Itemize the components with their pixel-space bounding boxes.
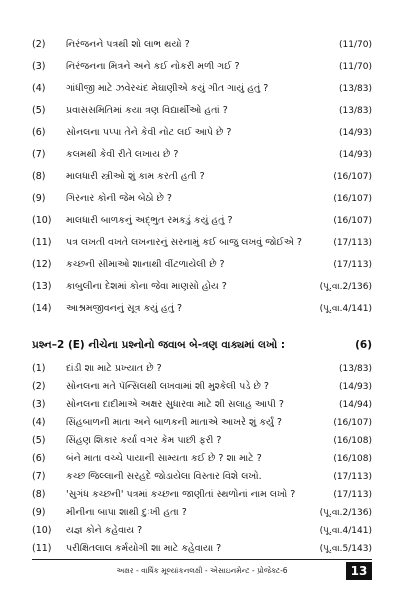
question-row bbox=[32, 300, 372, 318]
question-text: 'સુગંધ કચ્છની' પત્રમાં કચ્છના જાણીતાં સ્થળોનાં નામ લખો ? bbox=[66, 489, 296, 500]
question-row bbox=[32, 36, 372, 54]
question-row bbox=[32, 468, 372, 486]
question-number: (3) bbox=[32, 399, 46, 410]
question-reference: (16/108) bbox=[333, 454, 372, 464]
question-text: માલધારી સ્ત્રીઓ શું કામ કરતી હતી ? bbox=[66, 171, 205, 182]
section-heading-text: પ્રશ્ન–2 (E) નીચેના પ્રશ્નોનો જવાબ બે-ત્રણ વાક્યમાં લખો : bbox=[32, 339, 286, 351]
question-text: કાબુલીના દેશમાં કોના જેવા માણસો હોય ? bbox=[66, 281, 227, 292]
question-number: (6) bbox=[32, 453, 46, 464]
question-row bbox=[32, 486, 372, 504]
question-reference: (17/113) bbox=[333, 490, 372, 500]
question-number: (2) bbox=[32, 39, 46, 50]
question-row bbox=[32, 102, 372, 120]
question-reference: (16/107) bbox=[333, 194, 372, 204]
question-number: (2) bbox=[32, 381, 46, 392]
question-reference: (પૂ.વા.2/136) bbox=[319, 508, 372, 518]
question-number: (9) bbox=[32, 193, 46, 204]
question-row bbox=[32, 414, 372, 432]
question-text: બંને માતા વચ્ચે પાયાની સામ્યતા કઈ છે ? શા માટે ? bbox=[66, 453, 262, 464]
question-row bbox=[32, 522, 372, 540]
question-number: (11) bbox=[32, 543, 52, 554]
question-row bbox=[32, 190, 372, 208]
question-text: આશ્રમજીવનનું સૂત્ર કયું હતું ? bbox=[66, 303, 183, 314]
question-text: પરીક્ષિતલાલ કર્મયોગી શા માટે કહેવાયા ? bbox=[66, 543, 222, 554]
question-reference: (16/107) bbox=[333, 418, 372, 428]
question-number: (10) bbox=[32, 525, 52, 536]
question-number: (8) bbox=[32, 489, 46, 500]
question-reference: (14/93) bbox=[339, 128, 372, 138]
question-number: (4) bbox=[32, 83, 46, 94]
question-row bbox=[32, 146, 372, 164]
question-row bbox=[32, 168, 372, 186]
question-row bbox=[32, 80, 372, 98]
question-number: (14) bbox=[32, 303, 52, 314]
question-number: (4) bbox=[32, 417, 46, 428]
question-reference: (14/94) bbox=[339, 400, 372, 410]
section-heading bbox=[32, 336, 372, 354]
question-text: સોનલના મતે પૅન્સિલથી લખવામાં શી મુશ્કેલી પડે છે ? bbox=[66, 381, 269, 392]
question-text: ગાંધીજી માટે ઝવેરચંદ મેઘાણીએ કયું ગીત ગાયું હતું ? bbox=[66, 83, 269, 94]
question-number: (10) bbox=[32, 215, 52, 226]
question-reference: (16/108) bbox=[333, 436, 372, 446]
question-number: (6) bbox=[32, 127, 46, 138]
question-row bbox=[32, 450, 372, 468]
question-row bbox=[32, 256, 372, 274]
question-text: પ્રવાસસમિતિમાં કયા ત્રણ વિદ્યાર્થીઓ હતાં ? bbox=[66, 105, 228, 116]
question-reference: (13/83) bbox=[339, 106, 372, 116]
question-text: સિંહબાળની માતા અને બાળકની માતાએ આખરે શું કર્યું ? bbox=[66, 417, 282, 428]
question-text: પત્ર લખતી વખતે લખનારનું સરનામું કઈ બાજુ લખવું જોઈએ ? bbox=[66, 237, 302, 248]
question-row bbox=[32, 396, 372, 414]
question-reference: (13/83) bbox=[339, 84, 372, 94]
question-number: (9) bbox=[32, 507, 46, 518]
question-text: સોનલના દાદીમાએ અક્ષર સુધારવા માટે શી સલાહ આપી ? bbox=[66, 399, 284, 410]
question-reference: (પૂ.વા.2/136) bbox=[319, 282, 372, 292]
question-text: દાંડી શા માટે પ્રખ્યાત છે ? bbox=[66, 363, 162, 374]
question-reference: (પૂ.વા.5/143) bbox=[319, 544, 372, 554]
footer-divider bbox=[32, 559, 372, 560]
question-number: (8) bbox=[32, 171, 46, 182]
page-number: 13 bbox=[346, 562, 372, 580]
question-reference: (16/107) bbox=[333, 172, 372, 182]
question-row bbox=[32, 58, 372, 76]
question-reference: (પૂ.વા.4/141) bbox=[319, 526, 372, 536]
question-row bbox=[32, 504, 372, 522]
question-text: મીનીના બાપા શાથી દુઃખી હતા ? bbox=[66, 507, 187, 518]
question-reference: (11/70) bbox=[339, 40, 372, 50]
question-reference: (16/107) bbox=[333, 216, 372, 226]
footer-text: અક્ષર - વાર્ષિક મૂલ્યાંકનલક્ષી - એસાઇનમેન્ટ - પ્રોજેક્ટ-6 bbox=[116, 566, 288, 575]
question-row bbox=[32, 360, 372, 378]
question-text: યજ્ઞ કોને કહેવાય ? bbox=[66, 525, 143, 536]
question-number: (3) bbox=[32, 61, 46, 72]
question-row bbox=[32, 540, 372, 558]
question-number: (7) bbox=[32, 471, 46, 482]
question-reference: (14/93) bbox=[339, 150, 372, 160]
question-text: નિરંજનને પત્રથી શો લાભ થયો ? bbox=[66, 39, 190, 50]
question-text: કચ્છ જિલ્લાની સરહદે જોડાયેલા વિસ્તાર વિશે લખો. bbox=[66, 471, 262, 482]
question-text: માલધારી બાળકનું અદ્ભુત રમકડું કયું હતું ? bbox=[66, 215, 233, 226]
question-row bbox=[32, 212, 372, 230]
question-text: ગિરનાર કોની જેમ બેઠો છે ? bbox=[66, 193, 172, 204]
question-row bbox=[32, 124, 372, 142]
question-number: (13) bbox=[32, 281, 52, 292]
question-number: (11) bbox=[32, 237, 52, 248]
question-number: (7) bbox=[32, 149, 46, 160]
question-text: કલમથી કેવી રીતે લખાય છે ? bbox=[66, 149, 179, 160]
question-reference: (17/113) bbox=[333, 238, 372, 248]
question-row bbox=[32, 432, 372, 450]
question-number: (5) bbox=[32, 105, 46, 116]
question-reference: (17/113) bbox=[333, 472, 372, 482]
section-marks: (6) bbox=[355, 339, 372, 351]
question-text: સોનલના પપ્પા તેને કેવી નોટ લઈ આપે છે ? bbox=[66, 127, 232, 138]
question-text: નિરંજનના મિત્રને અને કઈ નોકરી મળી ગઈ ? bbox=[66, 61, 240, 72]
question-text: સિંહણ શિકાર કર્યા વગર કેમ પાછી ફરી ? bbox=[66, 435, 222, 446]
question-reference: (13/83) bbox=[339, 364, 372, 374]
question-number: (1) bbox=[32, 363, 46, 374]
question-number: (5) bbox=[32, 435, 46, 446]
question-row bbox=[32, 234, 372, 252]
question-text: કચ્છની સીમાઓ શાનાથી વીંટળાયેલી છે ? bbox=[66, 259, 225, 270]
question-reference: (પૂ.વા.4/141) bbox=[319, 304, 372, 314]
question-reference: (11/70) bbox=[339, 62, 372, 72]
question-row bbox=[32, 378, 372, 396]
question-reference: (14/93) bbox=[339, 382, 372, 392]
question-reference: (17/113) bbox=[333, 260, 372, 270]
question-number: (12) bbox=[32, 259, 52, 270]
question-row bbox=[32, 278, 372, 296]
